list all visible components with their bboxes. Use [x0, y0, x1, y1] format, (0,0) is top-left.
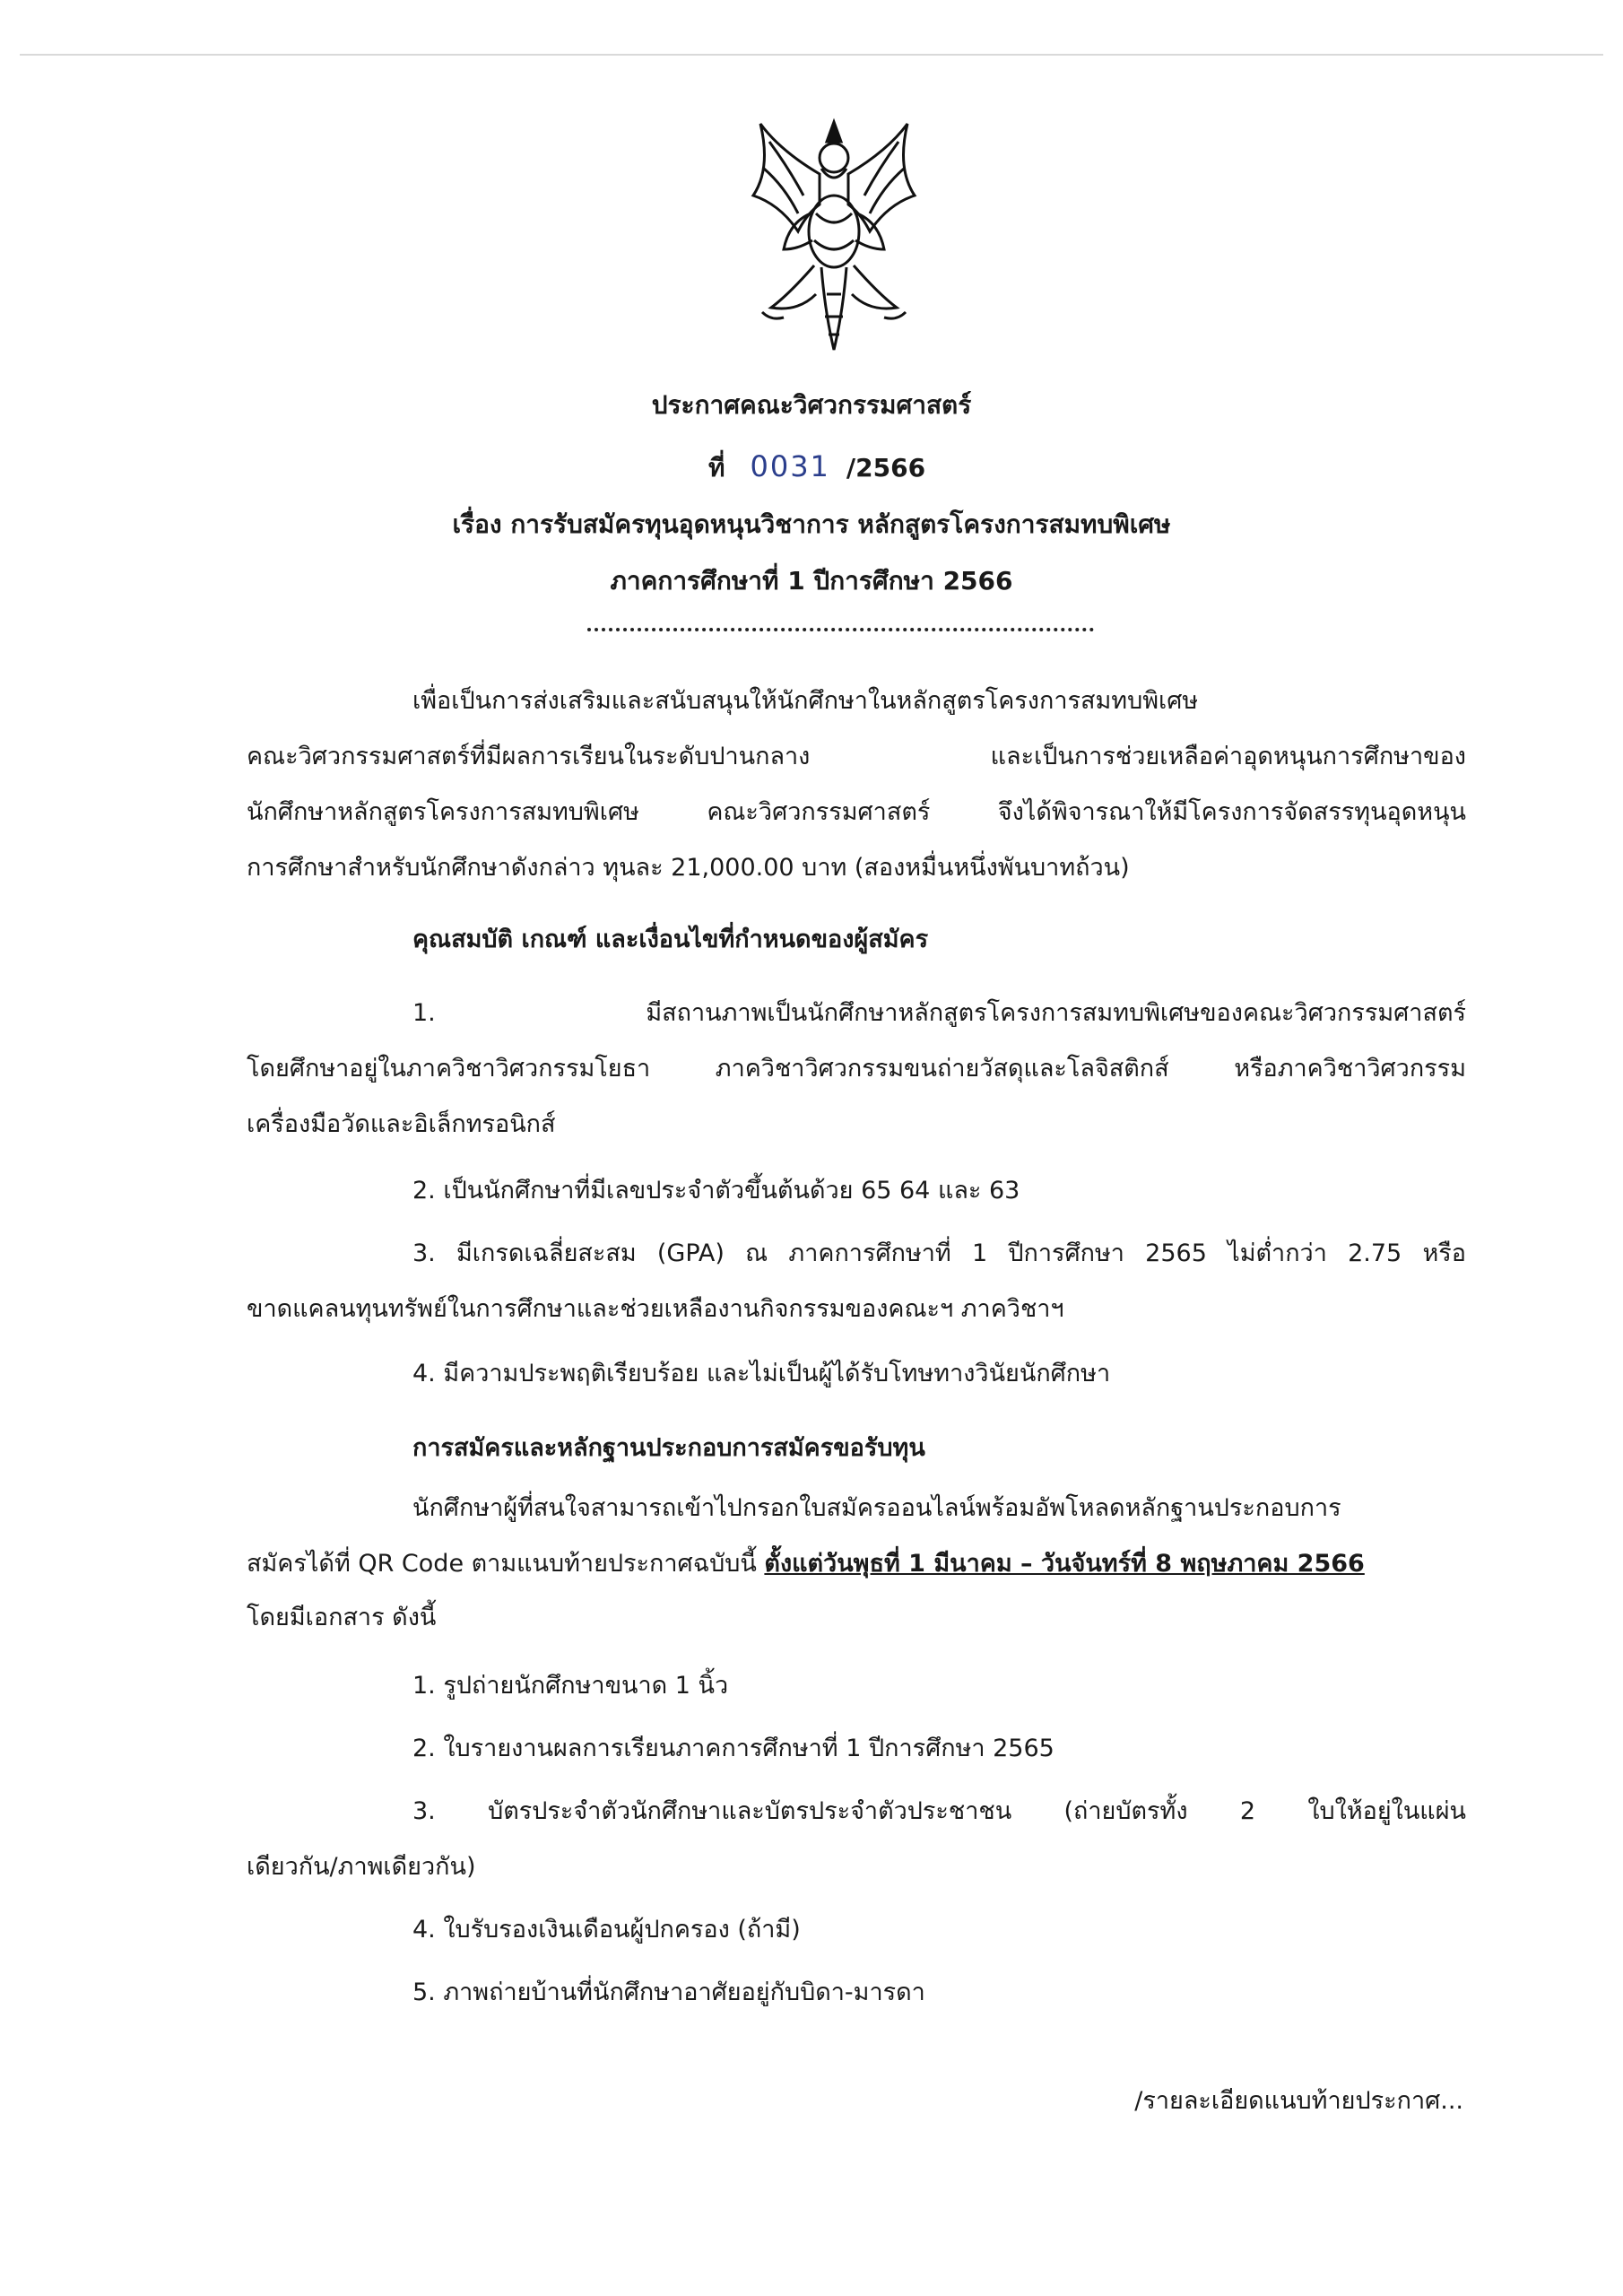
required-document-2: 2. ใบรายงานผลการเรียนภาคการศึกษาที่ 1 ปีการศึกษา 2565: [412, 1735, 1055, 1762]
announcement-term: ภาคการศึกษาที่ 1 ปีการศึกษา 2566: [610, 566, 1013, 596]
qualification-4: 4. มีความประพฤติเรียบร้อย และไม่เป็นผู้ได้รับโทษทางวินัยนักศึกษา: [412, 1360, 1111, 1387]
qualification-2: 2. เป็นนักศึกษาที่มีเลขประจำตัวขึ้นต้นด้วย 65 64 และ 63: [412, 1177, 1020, 1205]
application-line-1: นักศึกษาผู้ที่สนใจสามารถเข้าไปกรอกใบสมัครออนไลน์พร้อมอัพโหลดหลักฐานประกอบการ: [412, 1494, 1341, 1522]
required-document-5: 5. ภาพถ่ายบ้านที่นักศึกษาอาศัยอยู่กับบิดา-มารดา: [412, 1979, 925, 2006]
intro-line-3: นักศึกษาหลักสูตรโครงการสมทบพิเศษ คณะวิศวกรรมศาสตร์ จึงได้พิจารณาให้มีโครงการจัดสรรทุนอุดหนุน: [247, 798, 1466, 826]
qualification-1-line-1: 1. มีสถานภาพเป็นนักศึกษาหลักสูตรโครงการสมทบพิเศษของคณะวิศวกรรมศาสตร์: [412, 999, 1466, 1027]
dotted-separator: [587, 628, 1094, 631]
qualification-3-line-1: 3. มีเกรดเฉลี่ยสะสม (GPA) ณ ภาคการศึกษาที่ 1 ปีการศึกษา 2565 ไม่ต่ำกว่า 2.75 หรือ: [412, 1239, 1466, 1267]
continued-note: /รายละเอียดแนบท้ายประกาศ...: [1134, 2087, 1463, 2115]
intro-line-2: คณะวิศวกรรมศาสตร์ที่มีผลการเรียนในระดับปานกลาง และเป็นการช่วยเหลือค่าอุดหนุนการศึกษาของ: [247, 743, 1466, 770]
announcement-number: [708, 448, 925, 486]
application-line-3: โดยมีเอกสาร ดังนี้: [247, 1604, 437, 1631]
page-top-border: [20, 54, 1603, 56]
qualification-3-line-2: ขาดแคลนทุนทรัพย์ในการศึกษาและช่วยเหลืองานกิจกรรมของคณะฯ ภาควิชาฯ: [247, 1295, 1064, 1323]
qualification-1-line-3: เครื่องมือวัดและอิเล็กทรอนิกส์: [247, 1110, 556, 1138]
garuda-emblem: [744, 115, 924, 357]
required-document-3-line-2: เดียวกัน/ภาพเดียวกัน): [247, 1853, 476, 1881]
application-line-2: [247, 1546, 1365, 1582]
required-document-4: 4. ใบรับรองเงินเดือนผู้ปกครอง (ถ้ามี): [412, 1916, 801, 1944]
intro-line-4: การศึกษาสำหรับนักศึกษาดังกล่าว ทุนละ 21,000.00 บาท (สองหมื่นหนึ่งพันบาทถ้วน): [247, 854, 1130, 882]
qualifications-heading: คุณสมบัติ เกณฑ์ และเงื่อนไขที่กำหนดของผู้สมัคร: [412, 926, 929, 953]
application-period: ตั้งแต่วันพุธที่ 1 มีนาคม – วันจันทร์ที่ 8 พฤษภาคม 2566: [764, 1550, 1365, 1578]
number-prefix: ที่: [708, 453, 725, 483]
announcement-subject: เรื่อง การรับสมัครทุนอุดหนุนวิชาการ หลักสูตรโครงการสมทบพิเศษ: [452, 509, 1171, 539]
required-document-3-line-1: 3. บัตรประจำตัวนักศึกษาและบัตรประจำตัวประชาชน (ถ่ายบัตรทั้ง 2 ใบให้อยู่ในแผ่น: [412, 1797, 1466, 1825]
application-line-2-text: สมัครได้ที่ QR Code ตามแนบท้ายประกาศฉบับนี้: [247, 1550, 765, 1578]
application-heading: การสมัครและหลักฐานประกอบการสมัครขอรับทุน: [412, 1434, 925, 1462]
announcement-org-title: ประกาศคณะวิศวกรรมศาสตร์: [651, 390, 972, 420]
qualification-1-line-2: โดยศึกษาอยู่ในภาควิชาวิศวกรรมโยธา ภาควิชาวิศวกรรมขนถ่ายวัสดุและโลจิสติกส์ หรือภาควิชาวิศวกรรม: [247, 1055, 1466, 1083]
handwritten-number: 0031: [750, 449, 830, 483]
required-document-1: 1. รูปถ่ายนักศึกษาขนาด 1 นิ้ว: [412, 1672, 729, 1700]
intro-line-1: เพื่อเป็นการส่งเสริมและสนับสนุนให้นักศึกษาในหลักสูตรโครงการสมทบพิเศษ: [412, 687, 1199, 715]
number-suffix: /2566: [846, 453, 926, 483]
